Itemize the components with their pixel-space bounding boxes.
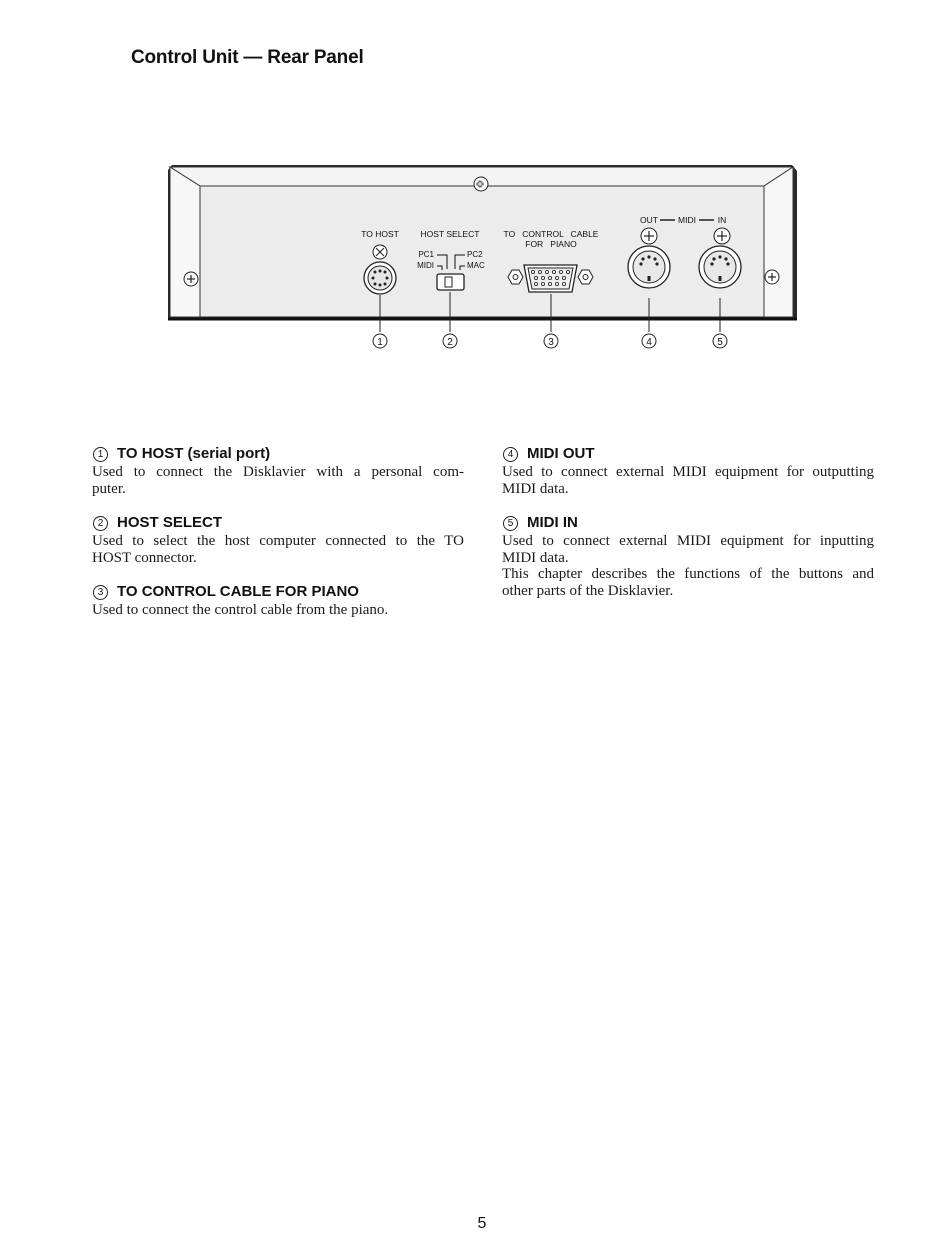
item-title: TO CONTROL CABLE FOR PIANO bbox=[117, 583, 359, 600]
description-column-right bbox=[502, 444, 874, 615]
label-midi-ports: MIDI bbox=[678, 215, 696, 225]
label-host-select: HOST SELECT bbox=[420, 229, 480, 239]
item-description bbox=[502, 464, 874, 497]
item-line: Used to select the host computer connected to the TO bbox=[92, 533, 464, 549]
description-column-left bbox=[92, 444, 464, 635]
item-host-select bbox=[92, 513, 464, 566]
label-pc2: PC2 bbox=[467, 250, 483, 259]
item-description bbox=[92, 464, 464, 497]
item-line: MIDI data. bbox=[502, 549, 569, 566]
item-number-badge: 4 bbox=[503, 447, 518, 462]
item-title: HOST SELECT bbox=[117, 514, 223, 531]
item-line: Used to connect the Disklavier with a personal com- bbox=[92, 464, 464, 480]
item-number-badge: 1 bbox=[93, 447, 108, 462]
callout-5 bbox=[713, 334, 727, 348]
item-heading bbox=[92, 582, 464, 602]
callout-4 bbox=[642, 334, 656, 348]
item-line: Used to connect the control cable from the piano. bbox=[92, 602, 389, 618]
right-screw-icon bbox=[765, 270, 779, 284]
item-line: HOST connector. bbox=[92, 549, 197, 566]
item-description bbox=[502, 533, 874, 599]
label-pc1: PC1 bbox=[418, 250, 434, 259]
item-number-badge: 5 bbox=[503, 516, 518, 531]
item-number-badge: 3 bbox=[93, 585, 108, 600]
callout-3 bbox=[544, 334, 558, 348]
item-description bbox=[92, 533, 464, 566]
item-heading bbox=[502, 513, 874, 533]
item-title: MIDI IN bbox=[527, 514, 578, 531]
item-line: Used to connect external MIDI equipment for inputting bbox=[502, 533, 874, 549]
item-midi-in bbox=[502, 513, 874, 599]
rear-panel-diagram bbox=[160, 155, 810, 360]
item-heading bbox=[92, 444, 464, 464]
item-midi-out bbox=[502, 444, 874, 497]
callout-5-number: 5 bbox=[717, 337, 723, 348]
item-title: TO HOST (serial port) bbox=[117, 445, 271, 462]
item-line: puter. bbox=[92, 480, 126, 497]
label-control-cable-2: FOR PIANO bbox=[525, 239, 577, 249]
page-number: 5 bbox=[477, 1215, 487, 1232]
item-number-badge: 2 bbox=[93, 516, 108, 531]
callout-1-number: 1 bbox=[377, 337, 383, 348]
callout-1 bbox=[373, 334, 387, 348]
top-screw-icon bbox=[474, 177, 488, 191]
item-line: other parts of the Disklavier. bbox=[502, 582, 674, 599]
item-description bbox=[92, 602, 464, 619]
label-to-host: TO HOST bbox=[361, 229, 399, 239]
item-heading bbox=[92, 513, 464, 533]
item-title: MIDI OUT bbox=[527, 445, 595, 462]
label-in: IN bbox=[717, 215, 727, 225]
host-select-switch bbox=[437, 274, 464, 290]
item-line: MIDI data. bbox=[502, 480, 569, 497]
callout-2 bbox=[443, 334, 457, 348]
label-out: OUT bbox=[640, 215, 658, 225]
callout-2-number: 2 bbox=[447, 337, 453, 348]
label-mac: MAC bbox=[467, 261, 485, 270]
item-line: Used to connect external MIDI equipment for outputting bbox=[502, 464, 874, 480]
item-heading bbox=[502, 444, 874, 464]
label-midi-switch: MIDI bbox=[417, 261, 434, 270]
item-control-cable bbox=[92, 582, 464, 619]
page-title: Control Unit — Rear Panel bbox=[131, 47, 364, 68]
label-control-cable-1: TO CONTROL CABLE bbox=[503, 229, 599, 239]
item-line: This chapter describes the functions of the buttons and bbox=[502, 566, 874, 582]
callout-3-number: 3 bbox=[548, 337, 554, 348]
item-to-host bbox=[92, 444, 464, 497]
left-screw-icon bbox=[184, 272, 198, 286]
callout-4-number: 4 bbox=[646, 337, 652, 348]
